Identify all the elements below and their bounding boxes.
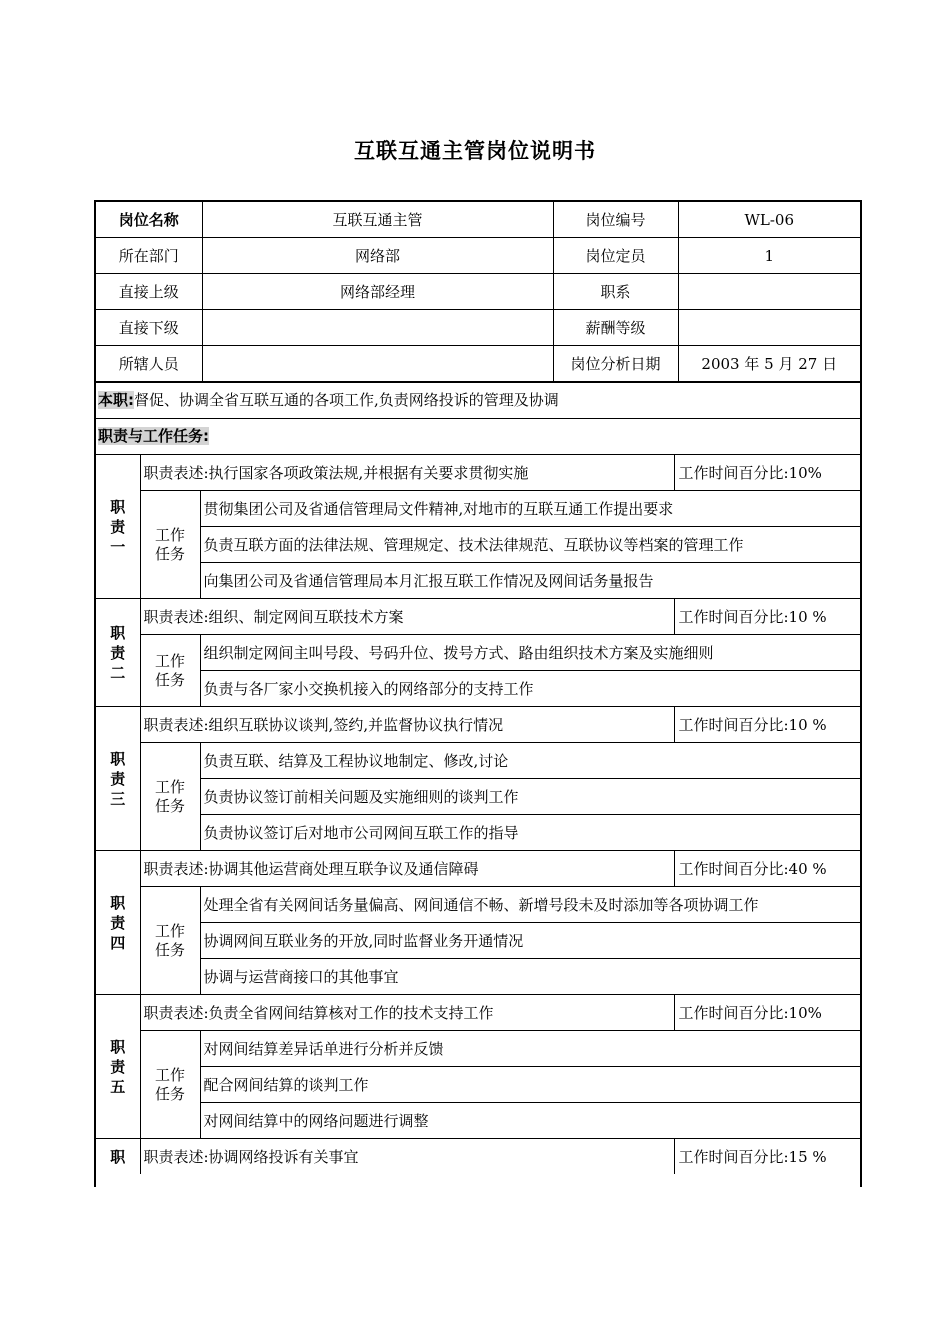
duty-description: 职责表述:协调网络投诉有关事宜 [140,1139,674,1175]
duty-time-percentage: 工作时间百分比:10 % [674,599,860,635]
duties-heading-row [96,418,860,454]
duty-time-percentage: 工作时间百分比:10 % [674,707,860,743]
supervisor-value: 网络部经理 [202,274,553,310]
staff-value [202,346,553,382]
duty-tag: 职 责 一 [110,497,126,556]
duty-block [96,706,860,850]
duty-block [96,850,860,994]
task-item: 协调网间互联业务的开放,同时监督业务开通情况 [200,923,860,959]
task-row [96,959,860,995]
staff-label: 所辖人员 [96,346,202,382]
analysis-date-label: 岗位分析日期 [553,346,678,382]
task-row [96,887,860,923]
duty-tag: 职 责 四 [110,893,126,952]
core-text: 督促、协调全省互联互通的各项工作,负责网络投诉的管理及协调 [134,391,559,409]
task-item: 负责互联方面的法律法规、管理规定、技术法律规范、互联协议等档案的管理工作 [200,527,860,563]
duty-block [96,994,860,1138]
duty-description: 职责表述:组织互联协议谈判,签约,并监督协议执行情况 [140,707,674,743]
salary-grade-label: 薪酬等级 [553,310,678,346]
task-item: 组织制定网间主叫号段、号码升位、拨号方式、路由组织技术方案及实施细则 [200,635,860,671]
duties-section [96,454,860,1174]
task-item: 配合网间结算的谈判工作 [200,1067,860,1103]
core-responsibility [96,382,860,418]
work-task-label: 工作 任务 [140,743,200,851]
position-name-label: 岗位名称 [96,202,202,238]
duty-description: 职责表述:负责全省网间结算核对工作的技术支持工作 [140,995,674,1031]
position-name-value: 互联互通主管 [202,202,553,238]
subordinate-label: 直接下级 [96,310,202,346]
job-family-value [678,274,860,310]
subordinate-value [202,310,553,346]
position-code-value: WL-06 [678,202,860,238]
duties-heading: 职责与工作任务: [98,427,209,445]
task-item: 负责协议签订前相关问题及实施细则的谈判工作 [200,779,860,815]
duty-block [96,1138,860,1174]
task-item: 对网间结算差异话单进行分析并反馈 [200,1031,860,1067]
duty-description: 职责表述:执行国家各项政策法规,并根据有关要求贯彻实施 [140,455,674,491]
duty-time-percentage: 工作时间百分比:10% [674,455,860,491]
task-item: 负责与各厂家小交换机接入的网络部分的支持工作 [200,671,860,707]
task-row [96,635,860,671]
task-item: 贯彻集团公司及省通信管理局文件精神,对地市的互联互通工作提出要求 [200,491,860,527]
duty-time-percentage: 工作时间百分比:15 % [674,1139,860,1175]
task-item: 协调与运营商接口的其他事宜 [200,959,860,995]
headcount-label: 岗位定员 [553,238,678,274]
work-task-label: 工作 任务 [140,1031,200,1139]
info-row [96,310,860,346]
task-row [96,1103,860,1139]
task-item: 负责协议签订后对地市公司网间互联工作的指导 [200,815,860,851]
task-row [96,1067,860,1103]
position-code-label: 岗位编号 [553,202,678,238]
task-item: 处理全省有关网间话务量偏高、网间通信不畅、新增号段未及时添加等各项协调工作 [200,887,860,923]
task-row [96,491,860,527]
duty-tag: 职 责 三 [110,749,126,808]
info-row [96,346,860,382]
task-row [96,815,860,851]
task-row [96,923,860,959]
analysis-date-value: 2003 年 5 月 27 日 [678,346,860,382]
task-row [96,563,860,599]
task-row [96,779,860,815]
duty-tag: 职 责 二 [110,623,126,682]
page-title: 互联互通主管岗位说明书 [354,139,596,163]
duty-block [96,598,860,706]
task-row [96,527,860,563]
task-item: 对网间结算中的网络问题进行调整 [200,1103,860,1139]
supervisor-label: 直接上级 [96,274,202,310]
task-row [96,743,860,779]
duty-tag: 职 [110,1147,126,1166]
duty-time-percentage: 工作时间百分比:10% [674,995,860,1031]
info-row [96,202,860,238]
basic-info-table [96,202,860,382]
department-value: 网络部 [202,238,553,274]
headcount-value: 1 [678,238,860,274]
info-row [96,274,860,310]
task-row [96,1031,860,1067]
job-family-label: 职系 [553,274,678,310]
duty-description: 职责表述:组织、制定网间互联技术方案 [140,599,674,635]
info-row [96,238,860,274]
department-label: 所在部门 [96,238,202,274]
core-label: 本职: [98,391,134,409]
task-row [96,671,860,707]
duty-tag: 职 责 五 [110,1037,126,1096]
job-description-table [94,200,862,1187]
work-task-label: 工作 任务 [140,887,200,995]
work-task-label: 工作 任务 [140,635,200,707]
salary-grade-value [678,310,860,346]
work-task-label: 工作 任务 [140,491,200,599]
duty-description: 职责表述:协调其他运营商处理互联争议及通信障碍 [140,851,674,887]
task-item: 负责互联、结算及工程协议地制定、修改,讨论 [200,743,860,779]
task-item: 向集团公司及省通信管理局本月汇报互联工作情况及网间话务量报告 [200,563,860,599]
duty-time-percentage: 工作时间百分比:40 % [674,851,860,887]
duty-block [96,454,860,598]
